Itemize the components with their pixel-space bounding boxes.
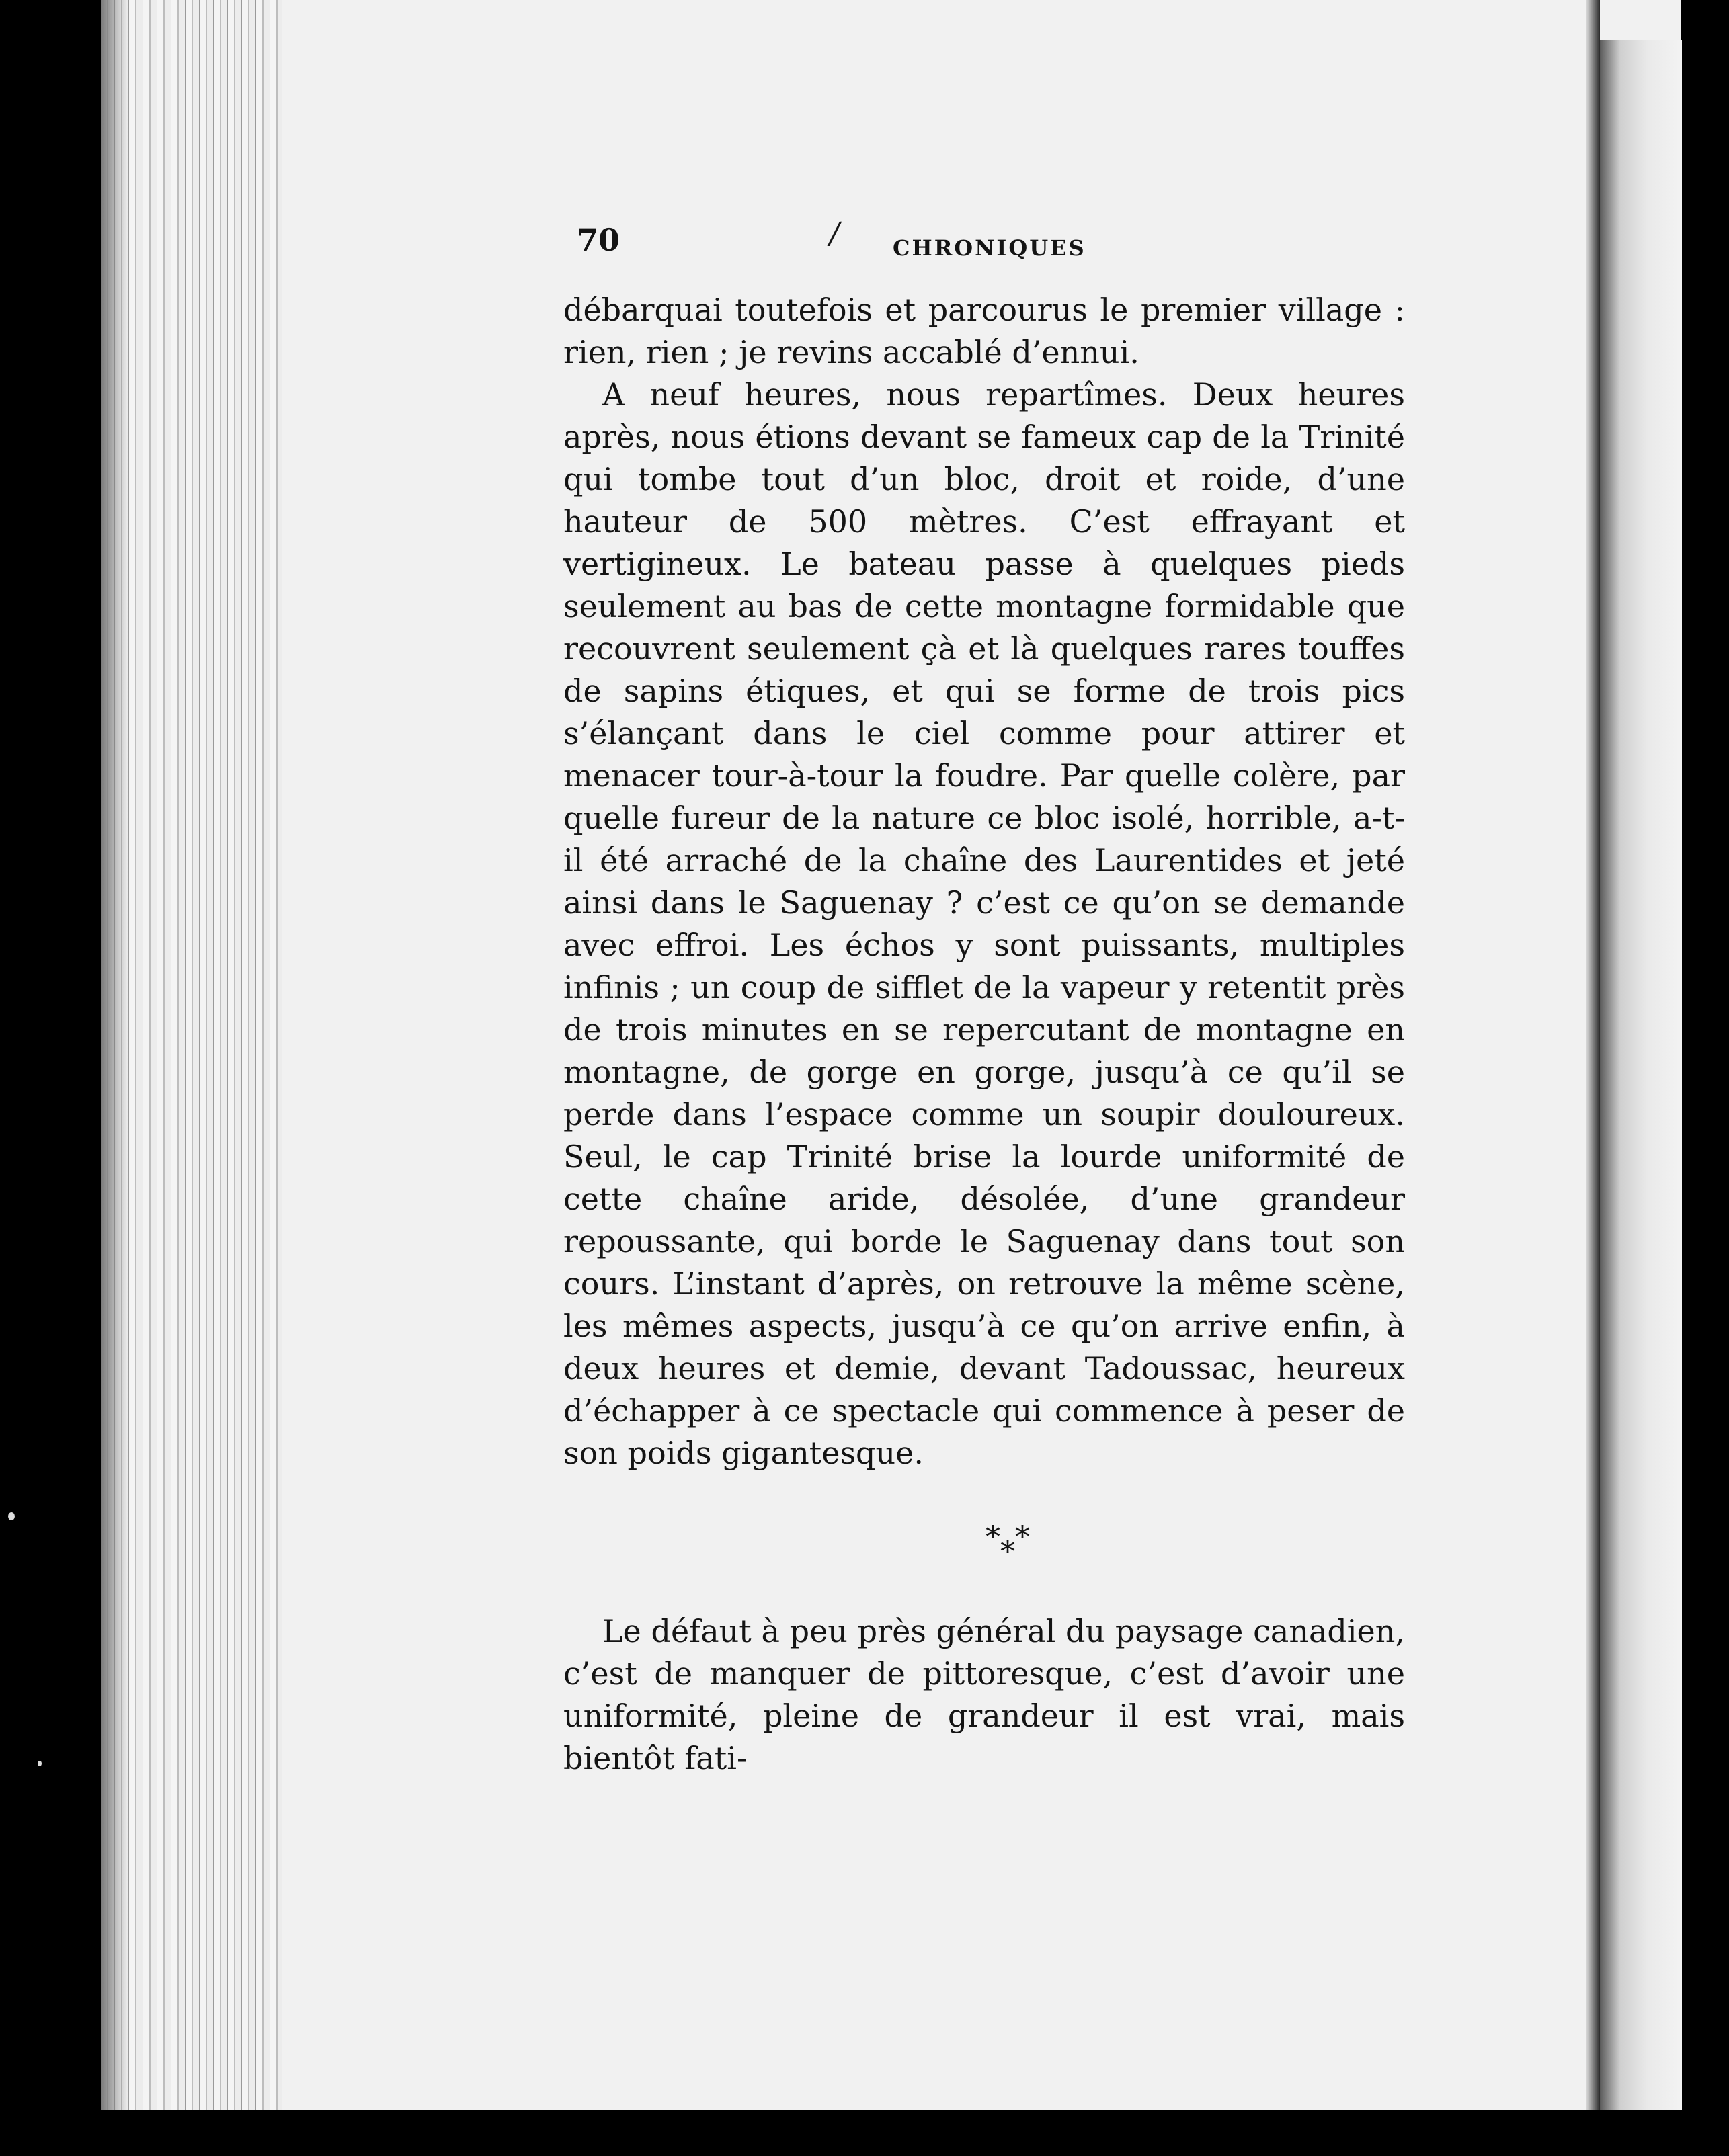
section-asterism — [610, 1520, 1405, 1577]
facing-page-sliver — [1600, 40, 1682, 2110]
page-edge-shadow — [101, 0, 128, 2110]
book-page-edges — [101, 0, 289, 2110]
page-gutter — [1586, 0, 1600, 2110]
stray-ink-mark: / — [830, 216, 840, 251]
page-number: 70 — [577, 222, 620, 258]
running-head: CHRONIQUES — [893, 235, 1086, 261]
asterism-star-left: * — [986, 1520, 1000, 1554]
paragraph-cap-trinite: A neuf heures, nous repartîmes. Deux heures après, nous étions devant se fameux cap de la Trinité qui tombe tout d’un bloc, droit et roide, d’une hauteur de 500 mètres. C’est effrayant et vertigineux. Le bateau passe à quelques pieds seulement au bas de cette montagne formidable que recouvrent seulement çà et là quelques rares touffes de sapins étiques, et qui se forme de trois pics s’élançant dans le ciel comme pour attirer et menacer tour-à-tour la foudre. Par quelle colère, par quelle fureur de la nature ce bloc isolé, horrible, a-t-il été arraché de la chaîne des Laurentides et jeté ainsi dans le Saguenay ? c’est ce qu’on se demande avec effroi. Les échos y sont puissants, multiples infinis ; un coup de sifflet de la vapeur y retentit près de trois minutes en se repercutant de montagne en montagne, de gorge en gorge, jusqu’à ce qu’il se perde dans l’espace comme un soupir douloureux. Seul, le cap Trinité brise la lourde uniformité de cette chaîne aride, désolée, d’une grandeur repoussante, qui borde le Saguenay dans tout son cours. L’instant d’après, on retrouve la même scène, les mêmes aspects, jusqu’à ce qu’on arrive enfin, à deux heures et demie, devant Tadoussac, heureux d’échapper à ce spectacle qui commence à peser de son poids gigantesque. — [563, 376, 1405, 1471]
scan-speck — [8, 1512, 15, 1520]
scan-speck — [38, 1761, 42, 1766]
asterism-star-right: * — [1015, 1520, 1030, 1554]
page-text-block — [563, 215, 1405, 1780]
page-header — [563, 215, 1405, 289]
asterism-star-middle: * — [1000, 1535, 1015, 1569]
paragraph-paysage: Le défaut à peu près général du paysage canadien, c’est de manquer de pittoresque, c’est d’avoir une uniformité, pleine de grandeur il est vrai, mais bientôt fati- — [563, 1613, 1405, 1776]
paragraph-continued: débarquai toutefois et parcourus le premier village : rien, rien ; je revins accablé d’ennui. — [563, 292, 1405, 370]
